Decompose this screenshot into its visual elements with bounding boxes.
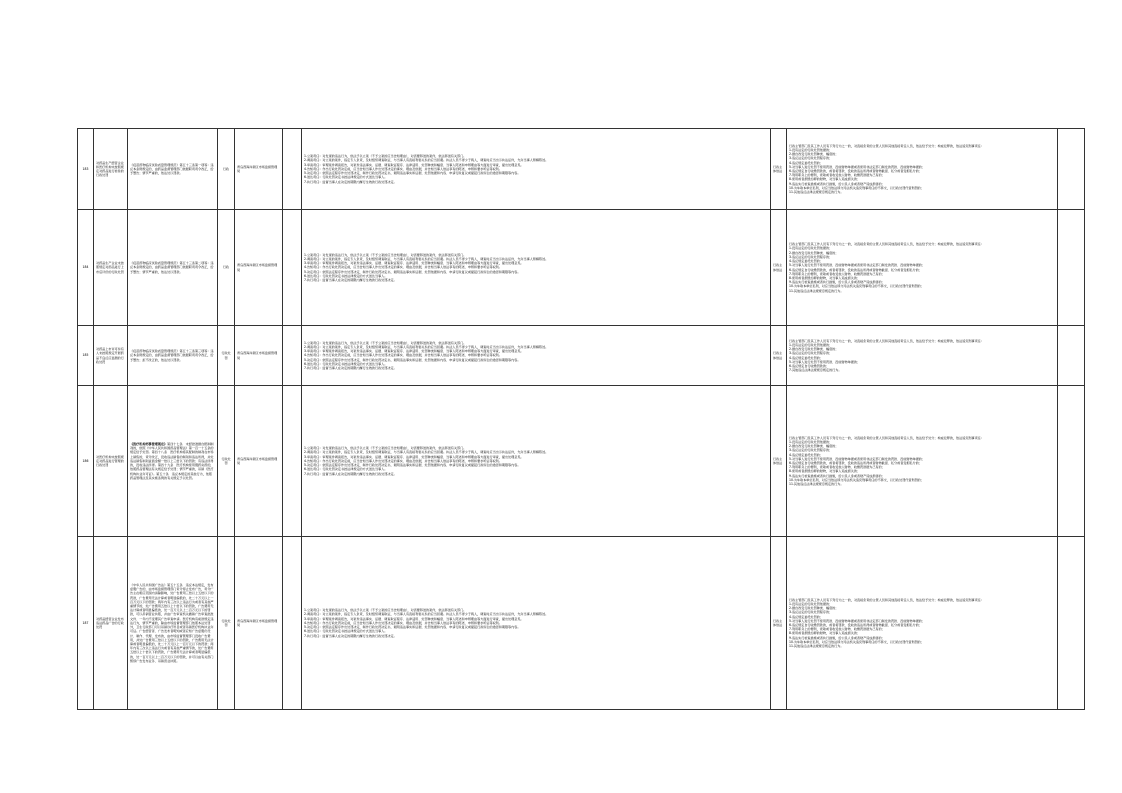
duty-item: 1.立案责任：对发现的违法行为，依法予以立案（不予立案的应当告知理由），对需要移送的案件，依法移送有关部门。 [304, 608, 467, 613]
accountability-list [787, 129, 1058, 210]
item-name: 对药品经营企业发布违法药品广告的行政处罚 [94, 537, 128, 710]
accountability-list [787, 326, 1058, 386]
accountability-item: 9.违法实行检查措施或者执行措施，给公民人身或者财产造成损害的； [789, 181, 885, 186]
table-row [78, 386, 1085, 537]
duty-item: 6.送达责任：行政处罚决定书按法律规定的方式送达当事人。 [304, 361, 388, 366]
legal-basis [128, 129, 218, 210]
duty-item: 2.调查责任：对立案的案件，指定专人负责，及时组织调查取证，与当事人有直接利害关系的应当回避。执法人员不得少于两人，调查时应当出示执法证件，允许当事人辩解陈述。 [304, 158, 549, 163]
accountability-item: 7.利用职务上的便利，索取或者收受他人财物、收缴罚款据为己有的； [789, 173, 885, 178]
duty-item: 7.执行责任：监督当事人在决定的期限内履行生效的行政处罚决定。 [304, 179, 397, 184]
row-number: 187 [78, 537, 94, 710]
accountability-item: 4.违反规定委托处罚的； [789, 452, 823, 457]
accountability-item: 行政主管部门及其工作人员有下列行为之一的，对直接负责的主管人员和其他直接责任人员，依法给予处分；构成犯罪的，依法追究刑事责任： [789, 242, 984, 247]
duty-item: 3.审查责任：审理案件调查报告，对案件违法事实、证据、调查取证程序、法律适用、处罚种类和幅度、当事人陈述和申辩理由等方面进行审查，提出处理意见。 [304, 454, 524, 459]
accountability-item: 8.使用或者损毁扣押的财物，对当事人造成损失的； [789, 469, 861, 474]
accountability-item: 5.对当事人进行处罚不使用罚款、没收财物单据或者使用非法定部门制发的罚款、没收财物单据的； [789, 164, 925, 169]
accountability-item: 6.违反规定自行收缴罚款的，或者将罚款、没收的违法所得或者财物截留、私分或者变相私分的； [789, 169, 922, 173]
duty-item: 5.决定责任：依照法定程序作出处罚决定，制作行政处罚决定书，载明违法事实和证据、处罚依据和内容、申请行政复议或提起行政诉讼的途径和期限等内容。 [304, 463, 521, 468]
accountability-item: 7.利用职务上的便利，索取或者收受他人财物、收缴罚款据为己有的； [789, 271, 885, 276]
duty-item: 7.执行责任：监督当事人在决定的期限内履行生效的行政处罚决定。 [304, 471, 397, 476]
implementing-body: 青岛西海岸新区市场监督管理局 [235, 129, 283, 210]
accountability-item: 7.其他违反法律法规规章规定的行为。 [789, 368, 842, 373]
row-number: 183 [78, 129, 94, 210]
duty-item: 6.送达责任：行政处罚决定书按法律规定的方式送达当事人。 [304, 175, 388, 180]
duty-item: 5.决定责任：依照法定程序作出处罚决定，制作行政处罚决定书，载明违法事实和证据、处罚依据和内容、申请行政复议或提起行政诉讼的途径和期限等内容。 [304, 625, 521, 630]
remarks [1058, 537, 1085, 710]
accountability-item: 2.擅自改变行政处罚种类、幅度的； [789, 152, 839, 157]
duty-list [302, 210, 771, 326]
duty-item: 6.送达责任：行政处罚决定书按法律规定的方式送达当事人。 [304, 629, 388, 634]
accountability-item: 11.其他违反法律法规规章规定的行为。 [789, 482, 844, 487]
legal-basis [128, 210, 218, 326]
accountability-item: 5.对当事人进行处罚不使用罚款、没收财物单据或者使用非法定部门制发的罚款、没收财物单据的； [789, 618, 925, 623]
duty-subject: 行政主体依法 [771, 386, 787, 537]
accountability-item: 6.违反规定自行收缴罚款的，或者将罚款、没收的违法所得或者财物截留、私分或者变相私分的； [789, 623, 922, 627]
accountability-item: 9.违法实行检查措施或者执行措施，给公民人身或者财产造成损害的； [789, 280, 885, 285]
remarks [1058, 386, 1085, 537]
accountability-item: 5.对当事人进行处罚不使用罚款、没收财物单据的； [789, 359, 861, 364]
accountability-item: 9.违法实行检查措施或者执行措施，给公民人身或者财产造成损害的； [789, 635, 885, 640]
accountability-item: 4.违反规定委托处罚的； [789, 160, 823, 165]
remarks [1058, 210, 1085, 326]
accountability-list [787, 386, 1058, 537]
accountability-item: 行政主管部门及其工作人员有下列行为之一的，对直接负责的主管人员和其他直接责任人员，依法给予处分；构成犯罪的，依法追究刑事责任： [789, 435, 984, 440]
duty-item: 4.告知责任：作出行政处罚决定前，应当告知当事人作出处罚决定的事实、理由及依据，并告知当事人依法享有的陈述、申辩和要求听证等权利。 [304, 265, 502, 270]
item-name: 对药品生产经营企业和医疗机构未按照规定对药品进行检验的行政处罚 [94, 129, 128, 210]
row-number: 185 [78, 326, 94, 386]
accountability-item: 2.擅自改变行政处罚种类、幅度的； [789, 444, 839, 449]
accountability-item: 2.擅自改变行政处罚种类、幅度的； [789, 347, 839, 352]
duty-item: 3.审查责任：审理案件调查报告，对案件违法事实、证据、调查取证程序、法律适用、处罚种类和幅度、当事人陈述和申辩理由等方面进行审查，提出处理意见。 [304, 261, 524, 266]
accountability-item: 8.使用或者损毁扣押的财物，对当事人造成损失的； [789, 275, 861, 280]
duty-subject: 行政主体依法 [771, 537, 787, 710]
power-type: 行政处罚 [218, 537, 235, 710]
duty-item: 2.调查责任：对立案的案件，指定专人负责，及时组织调查取证，与当事人有直接利害关系的应当回避。执法人员不得少于两人，调查时应当出示执法证件，允许当事人辩解陈述。 [304, 612, 549, 617]
duty-item: 4.告知责任：作出行政处罚决定前，应当告知当事人作出处罚决定的事实、理由及依据，并告知当事人依法享有的陈述、申辩和要求听证等权利。 [304, 166, 502, 171]
accountability-item: 1.没有法定的行政处罚依据的； [789, 439, 833, 444]
accountability-item: 11.其他违反法律法规规章规定的行为。 [789, 288, 844, 293]
accountability-item: 1.没有法定的行政处罚依据的； [789, 246, 833, 251]
department [283, 537, 302, 710]
duty-item: 6.送达责任：行政处罚决定书按法律规定的方式送达当事人。 [304, 273, 388, 278]
duty-item: 7.执行责任：监督当事人在决定的期限内履行生效的行政处罚决定。 [304, 366, 397, 370]
accountability-item: 4.违反规定委托处罚的； [789, 259, 823, 264]
department [283, 386, 302, 537]
remarks [1058, 129, 1085, 210]
duty-item: 1.立案责任：对发现的违法行为，依法予以立案（不予立案的应当告知理由），对需要移送的案件，依法移送有关部门。 [304, 252, 467, 257]
duty-item: 5.决定责任：依照法定程序作出处罚决定，制作行政处罚决定书，载明违法事实和证据、处罚依据和内容、申请行政复议或提起行政诉讼的途径和期限等内容。 [304, 171, 521, 176]
accountability-item: 行政主管部门及其工作人员有下列行为之一的，对直接负责的主管人员和其他直接责任人员，依法给予处分；构成犯罪的，依法追究刑事责任： [789, 597, 984, 602]
department [283, 129, 302, 210]
accountability-item: 10.为牟取本单位私利，对应当依法移交司法机关追究刑事责任的不移交，以行政处罚代替刑罚的； [789, 185, 924, 190]
accountability-item: 3.违反法定的行政处罚程序的； [789, 610, 833, 615]
table-row [78, 537, 1085, 710]
legal-basis-text: 《疫苗药物临床试验质量管理规范》第五十三条第三项等：违反本条例规定的，由药品监督管理部门依据职责责令改正，给予警告；拒不改正的，依法处以罚款。 [130, 349, 214, 362]
remarks [1058, 326, 1085, 386]
row-number: 184 [78, 210, 94, 326]
duty-item: 4.告知责任：作出行政处罚决定前，应当告知当事人作出处罚决定的事实、理由及依据，并告知当事人依法享有的陈述、申辩和要求听证等权利。 [304, 353, 502, 358]
duty-item: 1.立案责任：对发现的违法行为，依法予以立案（不予立案的应当告知理由），对需要移送的案件，依法移送有关部门。 [304, 154, 467, 159]
accountability-list [787, 210, 1058, 326]
accountability-item: 11.其他违反法律法规规章规定的行为。 [789, 644, 844, 649]
accountability-item: 11.其他违反法律法规规章规定的行为。 [789, 190, 844, 195]
accountability-item: 9.违法实行检查措施或者执行措施，给公民人身或者财产造成损害的； [789, 473, 885, 478]
duty-item: 2.调查责任：对立案的案件，指定专人负责，及时组织调查取证，与当事人有直接利害关系的应当回避。执法人员不得少于两人，调查时应当出示执法证件，允许当事人辩解陈述。 [304, 256, 549, 261]
duty-item: 1.立案责任：对发现的违法行为，依法予以立案（不予立案的应当告知理由），对需要移送的案件，依法移送有关部门。 [304, 446, 467, 451]
accountability-item: 7.利用职务上的便利，索取或者收受他人财物、收缴罚款据为己有的； [789, 627, 885, 632]
legal-basis-text: 《中华人民共和国广告法》第五十五条 违反本法规定，发布虚假广告的，由市场监督管理部门责令停止发布广告，责令广告主在相应范围内消除影响，处广告费用三倍以上五倍以下的罚款，广告费用无法计算或者明显偏低的，处二十万元以上一百万元以下的罚款；两年内有三次以上违法行为或者有其他严重情节的，处广告费用五倍以上十倍以下的罚款，广告费用无法计算或者明显偏低的，处一百万元以上二百万元以下的罚款，可以吊销营业执照，并由广告审查机关撤销广告审查批准文件、一年内不受理其广告审查申请。医疗机构有前款规定违法行为，情节严重的，除由市场监督管理部门依照本法处罚外，卫生行政部门可以吊销诊疗科目或者吊销医疗机构执业许可证。广告经营者、广告发布者明知或者应知广告虚假仍设计、制作、代理、发布的，由市场监督管理部门没收广告费用，并处广告费用三倍以上五倍以下的罚款，广告费用无法计算或者明显偏低的，处二十万元以上一百万元以下的罚款；两年内有三次以上违法行为或者有其他严重情节的，处广告费用五倍以上十倍以下的罚款，广告费用无法计算或者明显偏低的，处一百万元以上二百万元以下的罚款，并可以由有关部门暂停广告发布业务、吊销营业执照。 [130, 583, 214, 663]
accountability-item: 行政主管部门及其工作人员有下列行为之一的，对直接负责的主管人员和其他直接责任人员，依法给予处分；构成犯罪的，依法追究刑事责任： [789, 338, 984, 343]
table-row [78, 129, 1085, 210]
legal-basis-text: 《疫苗药物临床试验质量管理规范》第五十三条第二项等：违反本条例规定的，由药品监督管理部门依据职责责令改正，给予警告；情节严重的，依法处以罚款。 [130, 261, 214, 274]
power-type: 行政 [218, 129, 235, 210]
duty-item: 3.审查责任：审理案件调查报告，对案件违法事实、证据、调查取证程序、法律适用、处罚种类和幅度、当事人陈述和申辩理由等方面进行审查，提出处理意见。 [304, 162, 524, 167]
duty-item: 2.调查责任：对立案的案件，指定专人负责，及时组织调查取证，与当事人有直接利害关系的应当回避。执法人员不得少于两人，调查时应当出示执法证件，允许当事人辩解陈述。 [304, 344, 549, 349]
duty-list [302, 537, 771, 710]
item-name: 对医疗机构未按照规定对药品进行管理的行政处罚 [94, 386, 128, 537]
department [283, 326, 302, 386]
duty-list [302, 129, 771, 210]
legal-basis [128, 537, 218, 710]
accountability-item: 10.为牟取本单位私利，对应当依法移交司法机关追究刑事责任的不移交，以行政处罚代替刑罚的； [789, 639, 924, 644]
duty-item: 2.调查责任：对立案的案件，指定专人负责，及时组织调查取证，与当事人有直接利害关系的应当回避。执法人员不得少于两人，调查时应当出示执法证件，允许当事人辩解陈述。 [304, 450, 549, 455]
legal-basis-text: 《疫苗药物临床试验质量管理规范》第五十三条第一项等：违反本条例规定的，由药品监督管理部门依据职责责令改正，给予警告；情节严重的，依法处以罚款。 [130, 162, 214, 176]
implementing-body: 青岛西海岸新区市场监督管理局 [235, 210, 283, 326]
accountability-item: 10.为牟取本单位私利，对应当依法移交司法机关追究刑事责任的不移交，以行政处罚代替刑罚的； [789, 284, 924, 289]
accountability-item: 2.擅自改变行政处罚种类、幅度的； [789, 250, 839, 255]
accountability-item: 8.使用或者损毁扣押的财物，对当事人造成损失的； [789, 177, 861, 182]
legal-basis-title: 《医疗机构药事管理规定》 [130, 442, 168, 447]
accountability-item: 3.违反法定的行政处罚程序的； [789, 351, 833, 356]
accountability-item: 6.违反规定自行收缴罚款的，或者将罚款、没收的违法所得或者财物截留、私分或者变相私分的； [789, 461, 922, 465]
duty-item: 4.告知责任：作出行政处罚决定前，应当告知当事人作出处罚决定的事实、理由及依据，并告知当事人依法享有的陈述、申辩和要求听证等权利。 [304, 620, 502, 625]
accountability-item: 2.擅自改变行政处罚种类、幅度的； [789, 606, 839, 611]
duty-item: 4.告知责任：作出行政处罚决定前，应当告知当事人作出处罚决定的事实、理由及依据，并告知当事人依法享有的陈述、申辩和要求听证等权利。 [304, 458, 502, 463]
implementing-body: 青岛西海岸新区市场监督管理局 [235, 386, 283, 537]
accountability-item: 5.对当事人进行处罚不使用罚款、没收财物单据或者使用非法定部门制发的罚款、没收财物单据的； [789, 263, 925, 268]
power-type: 行政 [218, 210, 235, 326]
accountability-item: 5.对当事人进行处罚不使用罚款、没收财物单据或者使用非法定部门制发的罚款、没收财物单据的； [789, 456, 925, 461]
accountability-item: 6.违反规定自行收缴罚款的； [789, 363, 830, 368]
accountability-item: 6.违反规定自行收缴罚款的，或者将罚款、没收的违法所得或者财物截留、私分或者变相私分的； [789, 267, 922, 272]
accountability-item: 行政主管部门及其工作人员有下列行为之一的，对直接负责的主管人员和其他直接责任人员，依法给予处分；构成犯罪的，依法追究刑事责任： [789, 143, 984, 148]
duty-item: 5.决定责任：依照法定程序作出处罚决定，制作行政处罚决定书，载明违法事实和证据、处罚依据和内容、申请行政复议或提起行政诉讼的途径和期限等内容。 [304, 269, 521, 274]
duty-item: 5.决定责任：依照法定程序作出处罚决定，制作行政处罚决定书，载明违法事实和证据、处罚依据和内容、申请行政复议或提起行政诉讼的途径和期限等内容。 [304, 357, 521, 362]
accountability-item: 1.没有法定的行政处罚依据的； [789, 342, 833, 347]
implementing-body: 青岛西海岸新区市场监督管理局 [235, 537, 283, 710]
department [283, 210, 302, 326]
legal-basis-text: 第四十七条 未经批准擅自配制制剂的，依照《中华人民共和国药品管理法》第一百一十五条的规定给予处罚。第四十八条 医疗机构将其配制的制剂在市场上销售的，责令改正，没收违法销售的制剂和违法所得，并处违法销售制剂货值金额一倍以上三倍以下的罚款；有违法所得的，没收违法所得。第四十九条 医疗机构使用假药劣药的，依照药品管理法有关规定给予处罚；情节严重的，吊销《医疗机构执业许可证》。第五十条 违反本规定的其他行为，依照药品管理法及其实施条例的有关规定予以处罚。 [130, 442, 214, 480]
duty-item: 3.审查责任：审理案件调查报告，对案件违法事实、证据、调查取证程序、法律适用、处罚种类和幅度、当事人陈述和申辩理由等方面进行审查，提出处理意见。 [304, 349, 524, 354]
duty-subject: 行政主体依法 [771, 326, 787, 386]
power-type: 行政处罚 [218, 386, 235, 537]
accountability-item: 8.使用或者损毁扣押的财物，对当事人造成损失的； [789, 631, 861, 636]
accountability-item: 4.违反规定委托处罚的； [789, 355, 823, 360]
accountability-item: 3.违反法定的行政处罚程序的； [789, 448, 833, 453]
duty-item: 3.审查责任：审理案件调查报告，对案件违法事实、证据、调查取证程序、法律适用、处罚种类和幅度、当事人陈述和申辩理由等方面进行审查，提出处理意见。 [304, 616, 524, 621]
duty-subject: 行政主体依法 [771, 129, 787, 210]
accountability-list [787, 537, 1058, 710]
duty-list [302, 326, 771, 386]
accountability-item: 7.利用职务上的便利，索取或者收受他人财物、收缴罚款据为己有的； [789, 465, 885, 470]
accountability-item: 3.违反法定的行政处罚程序的； [789, 254, 833, 259]
table-row [78, 210, 1085, 326]
duty-item: 7.执行责任：监督当事人在决定的期限内履行生效的行政处罚决定。 [304, 633, 397, 638]
accountability-item: 1.没有法定的行政处罚依据的； [789, 601, 833, 606]
table-body [78, 129, 1085, 710]
power-type: 行政处罚 [218, 326, 235, 386]
row-number: 186 [78, 386, 94, 537]
accountability-item: 3.违反法定的行政处罚程序的； [789, 156, 833, 161]
accountability-item: 4.违反规定委托处罚的； [789, 614, 823, 619]
duty-item: 7.执行责任：监督当事人在决定的期限内履行生效的行政处罚决定。 [304, 278, 397, 282]
legal-basis [128, 386, 218, 537]
implementing-body: 青岛西海岸新区市场监督管理局 [235, 326, 283, 386]
item-name: 对药品生产企业未按照规定对药品进行上市后评价的行政处罚 [94, 210, 128, 326]
table-row [78, 326, 1085, 386]
legal-basis [128, 326, 218, 386]
item-name: 对药品上市许可持有人未按照规定开展药品不良反应监测的行政处罚 [94, 326, 128, 386]
accountability-item: 10.为牟取本单位私利，对应当依法移交司法机关追究刑事责任的不移交，以行政处罚代替刑罚的； [789, 477, 924, 482]
duty-item: 1.立案责任：对发现的违法行为，依法予以立案（不予立案的应当告知理由），对需要移送的案件，依法移送有关部门。 [304, 340, 467, 345]
duty-subject: 行政主体依法 [771, 210, 787, 326]
duty-item: 6.送达责任：行政处罚决定书按法律规定的方式送达当事人。 [304, 467, 388, 472]
accountability-item: 1.没有法定的行政处罚依据的； [789, 147, 833, 152]
duty-list [302, 386, 771, 537]
responsibility-table [77, 128, 1085, 710]
